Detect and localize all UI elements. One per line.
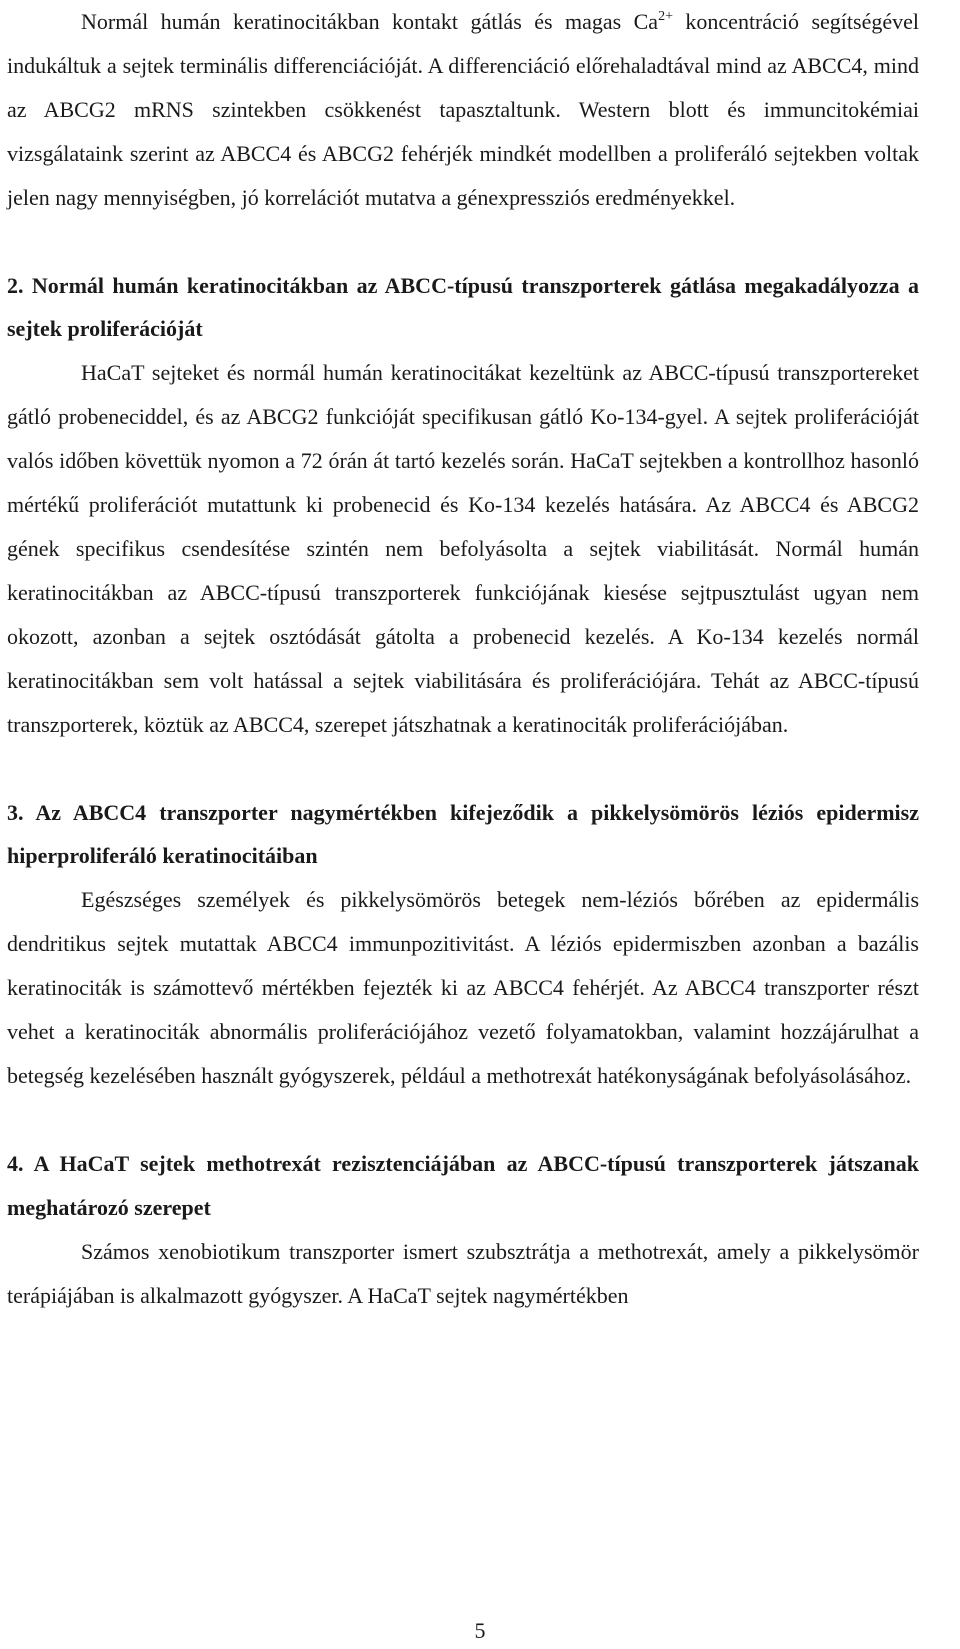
section-body-3: Egészséges személyek és pikkelysömörös betegek nem-léziós bőrében az epidermális dendritikus sejtek mutattak ABCC4 immunpozitivitást. A léziós epidermiszben azonban a bazális keratinociták is számottevő mértékben fejezték ki az ABCC4 fehérjét. Az ABCC4 transzporter részt vehet a keratinociták abnormális proliferációjához vezető folyamatokban, valamint hozzájárulhat a betegség kezelésében használt gyógyszerek, például a methotrexát hatékonyságának befolyásolásához. bbox=[7, 887, 919, 1088]
section-body-2: HaCaT sejteket és normál humán keratinocitákat kezeltünk az ABCC-típusú transzportereket gátló probeneciddel, és az ABCG2 funkcióját specifikusan gátló Ko-134-gyel. A sejtek proliferációját valós időben követtük nyomon a 72 órán át tartó kezelés során. HaCaT sejtekben a kontrollhoz hasonló mértékű proliferációt mutattunk ki probenecid és Ko-134 kezelés hatására. Az ABCC4 és ABCG2 gének specifikus csendesítése szintén nem befolyásolta a sejtek viabilitását. Normál humán keratinocitákban az ABCC-típusú transzporterek funkciójának kiesése sejtpusztulást ugyan nem okozott, azonban a sejtek osztódását gátolta a probenecid kezelés. A Ko-134 kezelés normál keratinocitákban sem volt hatással a sejtek viabilitására és proliferációjára. Tehát az ABCC-típusú transzporterek, köztük az ABCC4, szerepet játszhatnak a keratinociták proliferációjában. bbox=[7, 360, 919, 737]
section-gap bbox=[7, 747, 919, 791]
calcium-charge-superscript: 2+ bbox=[658, 9, 673, 24]
section-gap bbox=[7, 220, 919, 264]
document-page bbox=[7, 0, 919, 1317]
section-heading-2: 2. Normál humán keratinocitákban az ABCC-típusú transzporterek gátlása megakadályozza a sejtek proliferációját bbox=[7, 272, 919, 342]
section-body-4: Számos xenobiotikum transzporter ismert szubsztrátja a methotrexát, amely a pikkelysömör terápiájában is alkalmazott gyógyszer. A HaCaT sejtek nagymértékben bbox=[7, 1238, 919, 1308]
section-heading-4: 4. A HaCaT sejtek methotrexát rezisztenciájában az ABCC-típusú transzporterek játszanak meghatározó szerepet bbox=[7, 1150, 919, 1220]
section-heading-3: 3. Az ABCC4 transzporter nagymértékben kifejeződik a pikkelysömörös léziós epidermisz hiperproliferáló keratinocitáiban bbox=[7, 799, 919, 869]
intro-lead: Normál humán keratinocitákban kontakt gátlás és magas Ca bbox=[81, 9, 659, 34]
page-number: 5 bbox=[474, 1618, 486, 1643]
intro-rest: koncentráció segítségével indukáltuk a sejtek terminális differenciációját. A differenciáció előrehaladtával mind az ABCC4, mind az ABCG2 mRNS szintekben csökkenést tapasztaltunk. Western blott és immuncitokémiai vizsgálataink szerint az ABCC4 és ABCG2 fehérjék mindkét modellben a proliferáló sejtekben voltak jelen nagy mennyiségben, jó korrelációt mutatva a génexpressziós eredményekkel. bbox=[7, 9, 919, 210]
intro-paragraph bbox=[7, 0, 919, 220]
section-gap bbox=[7, 1098, 919, 1142]
